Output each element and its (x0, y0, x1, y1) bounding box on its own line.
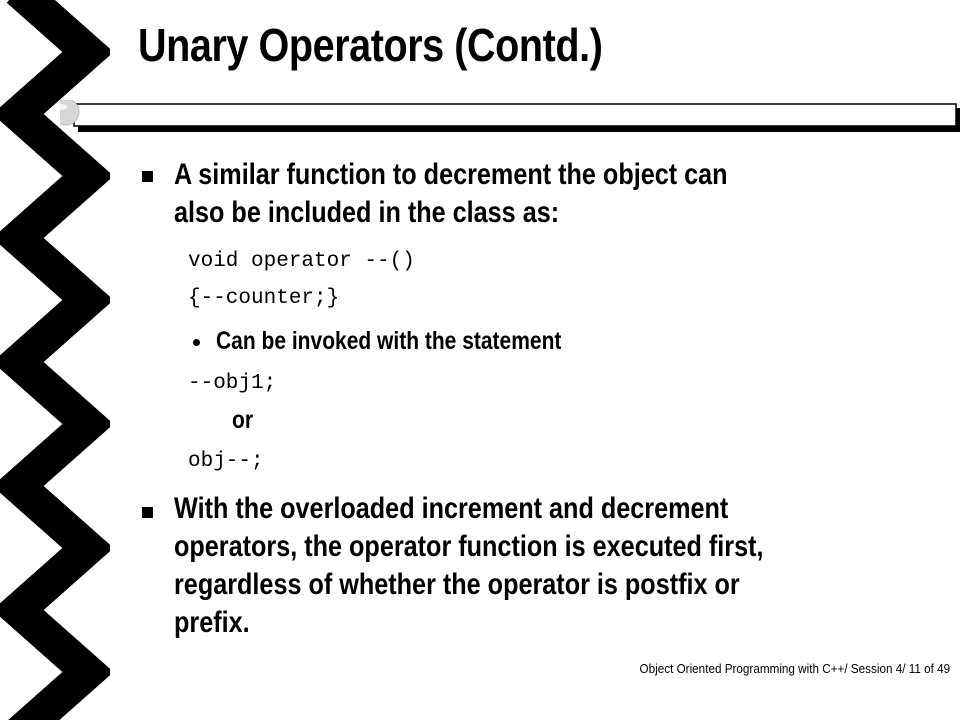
code-line: void operator --() (188, 250, 415, 273)
bullet-line: regardless of whether the operator is postfix or (174, 568, 740, 601)
slide-title: Unary Operators (Contd.) (138, 19, 603, 71)
slide-footer: Object Oriented Programming with C++/ Session 4/ 11 of 49 (639, 661, 950, 676)
invoke-code: obj--; (188, 450, 264, 473)
bullet-line: With the overloaded increment and decrement (174, 492, 729, 525)
bullet-line: operators, the operator function is executed first, (174, 530, 764, 563)
title-rule (60, 100, 960, 134)
sub-bullet-marker (193, 339, 200, 346)
bullet-text (174, 156, 728, 232)
bullet-marker (142, 171, 153, 182)
bullet-line: also be included in the class as: (174, 196, 560, 229)
bullet-line: A similar function to decrement the object can (174, 158, 728, 191)
invoke-code: --obj1; (188, 372, 277, 395)
bullet-text (174, 490, 764, 642)
bullet-line: prefix. (174, 606, 250, 639)
sub-bullet-text: Can be invoked with the statement (216, 327, 562, 355)
or-text: or (232, 406, 253, 434)
code-line: {--counter;} (188, 287, 340, 310)
bullet-marker (142, 507, 153, 518)
